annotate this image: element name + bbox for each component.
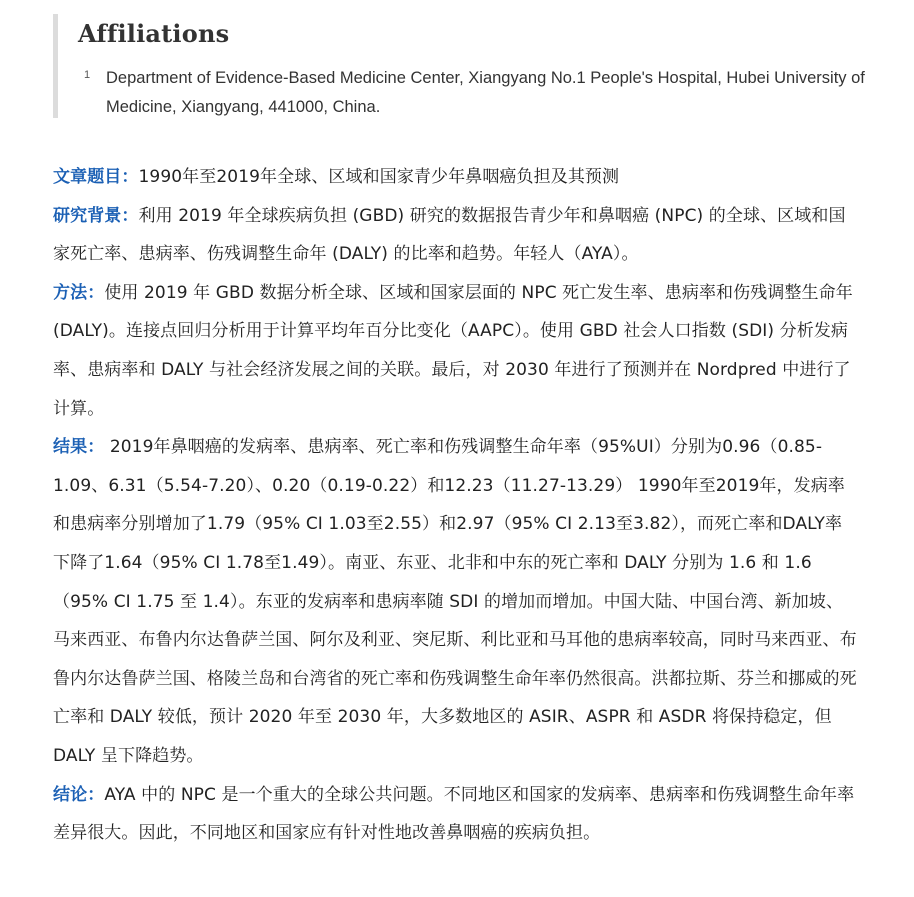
conclusion-text: AYA 中的 NPC 是一个重大的全球公共问题。不同地区和国家的发病率、患病率和伤残调整生命年率差异很大。因此，不同地区和国家应有针对性地改善鼻咽癌的疾病负担。 [53,784,855,844]
results-paragraph [53,428,859,775]
affiliations-heading: Affiliations [78,19,230,48]
background-paragraph [53,197,859,274]
background-text: 利用 2019 年全球疾病负担 (GBD) 研究的数据报告青少年和鼻咽癌 (NPC) 的全球、区域和国家死亡率、患病率、伤残调整生命年 (DALY) 的比率和趋势。年轻人（AYA）。 [53,205,846,265]
title-label: 文章题目： [53,167,139,187]
conclusion-label: 结论： [53,784,105,805]
methods-paragraph [53,274,859,428]
results-label: 结果： [53,437,105,458]
affiliation-entry [78,64,866,122]
abstract-section [53,158,859,853]
results-text: 2019年鼻咽癌的发病率、患病率、死亡率和伤残调整生命年率（95%UI）分别为0.96（0.85-1.09、6.31（5.54-7.20）、0.20（0.19-0.22）和12.23（11.27-13.29） 1990年至2019年，发病率和患病率分别增加了1.79（95% CI 1.03至2.55）和2.97（95% CI 2.13至3.82），而死亡率和DALY率下降了1.64（95% CI 1.78至1.49）。南亚、东亚、北非和中东的死亡率和 DALY 分别为 1.6 和 1.6（95% CI 1.75 至 1.4）。东亚的发病率和患病率随 SDI 的增加而增加。中国大陆、中国台湾、新加坡、马来西亚、布鲁内尔达鲁萨兰国、阿尔及利亚、突尼斯、利比亚和马耳他的患病率较高，同时马来西亚、布鲁内尔达鲁萨兰国、格陵兰岛和台湾省的死亡率和伤残调整生命年率仍然很高。洪都拉斯、芬兰和挪威的死亡率和 DALY 较低，预计 2020 年至 2030 年，大多数地区的 ASIR、ASPR 和 ASDR 将保持稳定，但 DALY 呈下降趋势。 [53,437,857,766]
affiliations-section [53,14,873,118]
affiliation-text: Department of Evidence-Based Medicine Center, Xiangyang No.1 People's Hospital, Hubei University of Medicine, Xiangyang, 441000, China. [106,69,865,116]
conclusion-paragraph [53,776,859,853]
methods-text: 使用 2019 年 GBD 数据分析全球、区域和国家层面的 NPC 死亡发生率、患病率和伤残调整生命年 (DALY)。连接点回归分析用于计算平均年百分比变化（AAPC）。使用 GBD 社会人口指数 (SDI) 分析发病率、患病率和 DALY 与社会经济发展之间的关联。最后，对 2030 年进行了预测并在 Nordpred 中进行了计算。 [53,282,853,419]
title-paragraph [53,158,859,197]
title-text: 1990年至2019年全球、区域和国家青少年鼻咽癌负担及其预测 [138,167,620,187]
background-label: 研究背景： [53,205,139,226]
methods-label: 方法： [53,282,105,303]
affiliation-number: 1 [84,69,91,81]
